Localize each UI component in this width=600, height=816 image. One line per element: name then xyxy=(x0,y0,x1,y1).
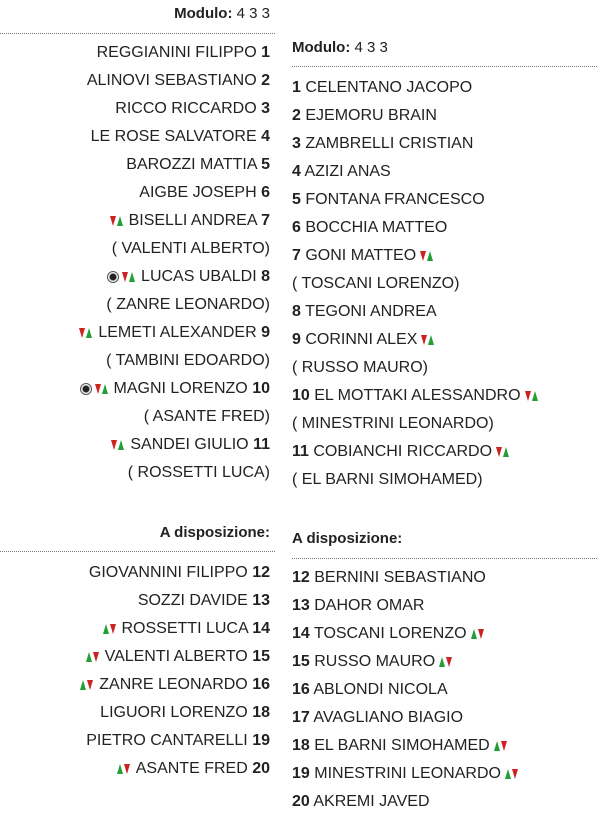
sub-in-icon xyxy=(103,624,116,634)
home-modulo-value: 4 3 3 xyxy=(236,5,270,22)
player-number: 7 xyxy=(292,247,301,264)
player-number: 13 xyxy=(252,592,270,609)
player-number: 1 xyxy=(292,79,301,96)
player-row xyxy=(292,218,447,238)
player-row xyxy=(292,190,485,210)
player-number: 20 xyxy=(292,793,310,810)
home-bench-header: A disposizione: xyxy=(159,524,270,541)
player-row xyxy=(292,736,507,756)
event-icons xyxy=(80,383,111,395)
player-row xyxy=(89,563,270,583)
substitute-row xyxy=(144,407,270,427)
sub-out-icon xyxy=(110,216,123,226)
player-number: 15 xyxy=(292,653,310,670)
player-name: ( ROSSETTI LUCA) xyxy=(127,464,270,481)
sub-in-icon xyxy=(505,769,518,779)
player-number: 18 xyxy=(292,737,310,754)
sub-out-icon xyxy=(420,251,433,261)
player-name: ROSSETTI LUCA xyxy=(121,620,248,637)
player-name: BISELLI ANDREA xyxy=(128,212,257,229)
event-icons xyxy=(494,447,509,457)
player-name: VALENTI ALBERTO xyxy=(104,648,248,665)
player-row xyxy=(292,162,391,182)
player-row xyxy=(292,652,452,672)
player-row xyxy=(115,99,270,119)
player-name: ABLONDI NICOLA xyxy=(313,681,448,698)
player-row xyxy=(87,71,270,91)
player-name: ( VALENTI ALBERTO) xyxy=(111,240,270,257)
player-number: 14 xyxy=(292,625,310,642)
player-name: LUCAS UBALDI xyxy=(141,268,257,285)
player-name: ( TAMBINI EDOARDO) xyxy=(106,352,270,369)
player-row xyxy=(292,764,518,784)
player-row xyxy=(292,330,434,350)
player-name: ( EL BARNI SIMOHAMED) xyxy=(292,471,483,488)
player-row xyxy=(292,680,448,700)
away-modulo-value: 4 3 3 xyxy=(354,39,388,56)
player-number: 3 xyxy=(292,135,301,152)
home-modulo-divider xyxy=(0,33,275,34)
player-name: ( MINESTRINI LEONARDO) xyxy=(292,415,494,432)
player-number: 11 xyxy=(253,436,270,453)
sub-out-icon xyxy=(525,391,538,401)
player-row xyxy=(292,386,538,406)
sub-out-icon xyxy=(95,384,108,394)
player-name: BERNINI SEBASTIANO xyxy=(314,569,486,586)
player-row xyxy=(86,647,270,667)
player-row xyxy=(292,442,509,462)
event-icons xyxy=(110,216,126,226)
player-name: AKREMI JAVED xyxy=(313,793,430,810)
event-icons xyxy=(86,652,102,662)
sub-in-icon xyxy=(471,629,484,639)
event-icons xyxy=(469,629,484,639)
player-row xyxy=(86,731,270,751)
event-icons xyxy=(492,741,507,751)
player-row xyxy=(138,591,270,611)
event-icons xyxy=(523,391,538,401)
player-name: TOSCANI LORENZO xyxy=(313,625,467,642)
player-row xyxy=(292,624,484,644)
player-number: 1 xyxy=(261,44,270,61)
sub-out-icon xyxy=(496,447,509,457)
home-bench-divider xyxy=(0,551,275,552)
player-name: SOZZI DAVIDE xyxy=(137,592,248,609)
player-number: 6 xyxy=(292,219,301,236)
player-row xyxy=(110,211,270,231)
player-name: MINESTRINI LEONARDO xyxy=(314,765,501,782)
player-name: TEGONI ANDREA xyxy=(305,303,437,320)
player-name: ALINOVI SEBASTIANO xyxy=(86,72,257,89)
player-number: 20 xyxy=(252,760,270,777)
player-name: ( RUSSO MAURO) xyxy=(292,359,428,376)
player-row xyxy=(117,759,270,779)
player-name: EL MOTTAKI ALESSANDRO xyxy=(314,387,521,404)
player-row xyxy=(100,703,270,723)
player-number: 2 xyxy=(292,107,301,124)
player-name: CELENTANO JACOPO xyxy=(305,79,473,96)
player-row xyxy=(292,106,437,126)
player-name: GONI MATTEO xyxy=(305,247,417,264)
goal-ball-icon xyxy=(80,383,92,395)
sub-out-icon xyxy=(421,335,434,345)
player-name: GIOVANNINI FILIPPO xyxy=(88,564,248,581)
player-name: ASANTE FRED xyxy=(135,760,248,777)
player-row xyxy=(103,619,271,639)
player-row xyxy=(80,379,270,399)
player-row xyxy=(292,134,473,154)
player-number: 13 xyxy=(292,597,310,614)
player-name: LEMETI ALEXANDER xyxy=(98,324,257,341)
sub-out-icon xyxy=(79,328,92,338)
player-name: ( ZANRE LEONARDO) xyxy=(106,296,270,313)
substitute-row xyxy=(292,470,483,490)
player-name: AZIZI ANAS xyxy=(304,163,391,180)
player-name: ( TOSCANI LORENZO) xyxy=(292,275,460,292)
player-number: 14 xyxy=(252,620,270,637)
substitute-row xyxy=(106,351,270,371)
event-icons xyxy=(111,440,127,450)
player-row xyxy=(79,323,270,343)
player-number: 16 xyxy=(292,681,310,698)
sub-in-icon xyxy=(494,741,507,751)
substitute-row xyxy=(106,295,270,315)
player-name: ZAMBRELLI CRISTIAN xyxy=(305,135,474,152)
player-number: 10 xyxy=(292,387,310,404)
player-number: 4 xyxy=(261,128,270,145)
event-icons xyxy=(503,769,518,779)
home-modulo-label: Modulo: xyxy=(174,5,233,22)
player-row xyxy=(292,596,424,616)
away-modulo-divider xyxy=(292,66,597,67)
event-icons xyxy=(419,335,434,345)
player-name: AVAGLIANO BIAGIO xyxy=(313,709,464,726)
player-number: 12 xyxy=(252,564,270,581)
player-name: AIGBE JOSEPH xyxy=(139,184,257,201)
substitute-row xyxy=(112,239,270,259)
substitute-row xyxy=(128,463,270,483)
player-row xyxy=(292,78,472,98)
substitute-row xyxy=(292,358,428,378)
player-row xyxy=(139,183,270,203)
player-number: 4 xyxy=(292,163,301,180)
away-bench-divider xyxy=(292,558,597,559)
sub-in-icon xyxy=(80,680,93,690)
player-number: 6 xyxy=(261,184,270,201)
player-name: CORINNI ALEX xyxy=(305,331,418,348)
player-name: DAHOR OMAR xyxy=(314,597,425,614)
player-number: 9 xyxy=(292,331,301,348)
player-row xyxy=(111,435,270,455)
sub-in-icon xyxy=(117,764,130,774)
player-number: 8 xyxy=(261,268,270,285)
sub-in-icon xyxy=(86,652,99,662)
event-icons xyxy=(107,271,138,283)
substitute-row xyxy=(292,414,494,434)
event-icons xyxy=(117,764,133,774)
event-icons xyxy=(103,624,119,634)
player-name: SANDEI GIULIO xyxy=(130,436,249,453)
event-icons xyxy=(79,328,95,338)
player-number: 3 xyxy=(261,100,270,117)
player-name: RICCO RICCARDO xyxy=(115,100,257,117)
away-bench-header: A disposizione: xyxy=(292,530,403,547)
player-number: 17 xyxy=(292,709,310,726)
sub-in-icon xyxy=(439,657,452,667)
player-row xyxy=(292,246,433,266)
player-row xyxy=(292,568,486,588)
player-name: RUSSO MAURO xyxy=(314,653,436,670)
player-number: 7 xyxy=(261,212,270,229)
player-name: BOCCHIA MATTEO xyxy=(305,219,448,236)
event-icons xyxy=(418,251,433,261)
player-name: LE ROSE SALVATORE xyxy=(90,128,257,145)
player-name: ( ASANTE FRED) xyxy=(143,408,270,425)
player-name: ZANRE LEONARDO xyxy=(99,676,248,693)
player-name: FONTANA FRANCESCO xyxy=(305,191,485,208)
player-number: 2 xyxy=(261,72,270,89)
player-number: 8 xyxy=(292,303,301,320)
player-number: 9 xyxy=(261,324,270,341)
player-name: COBIANCHI RICCARDO xyxy=(313,443,493,460)
event-icons xyxy=(437,657,452,667)
home-modulo-header xyxy=(174,4,270,24)
player-row xyxy=(107,267,270,287)
player-row xyxy=(292,792,430,812)
player-row xyxy=(80,675,270,695)
player-name: REGGIANINI FILIPPO xyxy=(96,44,257,61)
player-number: 19 xyxy=(292,765,310,782)
player-row xyxy=(126,155,270,175)
player-name: MAGNI LORENZO xyxy=(113,380,248,397)
sub-out-icon xyxy=(111,440,124,450)
player-name: LIGUORI LORENZO xyxy=(100,704,248,721)
player-row xyxy=(292,708,463,728)
away-modulo-label: Modulo: xyxy=(292,39,351,56)
player-number: 18 xyxy=(252,704,270,721)
player-number: 5 xyxy=(292,191,301,208)
player-number: 15 xyxy=(252,648,270,665)
player-name: PIETRO CANTARELLI xyxy=(86,732,248,749)
player-number: 16 xyxy=(252,676,270,693)
player-number: 10 xyxy=(252,380,270,397)
player-number: 19 xyxy=(252,732,270,749)
player-number: 12 xyxy=(292,569,310,586)
event-icons xyxy=(80,680,96,690)
player-name: EL BARNI SIMOHAMED xyxy=(314,737,490,754)
player-row xyxy=(292,302,437,322)
player-number: 5 xyxy=(261,156,270,173)
player-name: BAROZZI MATTIA xyxy=(126,156,257,173)
player-name: EJEMORU BRAIN xyxy=(305,107,437,124)
player-row xyxy=(97,43,270,63)
goal-ball-icon xyxy=(107,271,119,283)
substitute-row xyxy=(292,274,459,294)
sub-out-icon xyxy=(122,272,135,282)
player-row xyxy=(91,127,270,147)
away-modulo-header xyxy=(292,38,388,58)
player-number: 11 xyxy=(292,443,309,460)
